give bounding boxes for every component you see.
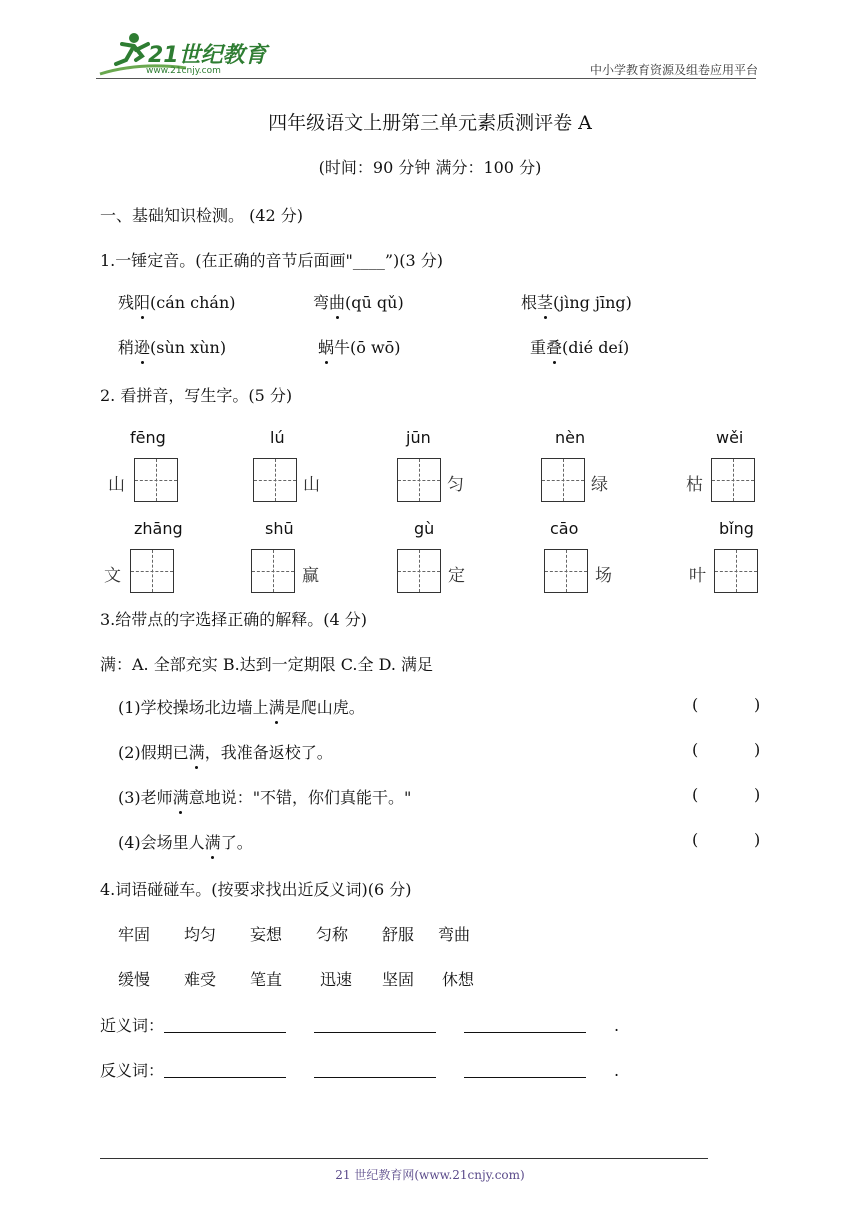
q1-item: 残阳(cán chán) (118, 290, 236, 313)
page-subtitle: (时间：90 分钟 满分：100 分) (318, 158, 542, 177)
header-platform-text: 中小学教育资源及组卷应用平台 (589, 63, 758, 77)
answer-blank[interactable] (464, 1061, 586, 1078)
pinyin-label: nèn (555, 428, 586, 447)
word-item: 迅速 (320, 970, 353, 989)
writing-grid[interactable] (541, 458, 585, 502)
answer-blank[interactable] (464, 1016, 586, 1033)
pinyin-label: shū (265, 519, 294, 538)
question-2-prompt: 2. 看拼音，写生字。(5 分) (100, 386, 293, 405)
synonym-label: 近义词： (100, 1016, 165, 1035)
q1-item: 稍逊(sùn xùn) (118, 335, 226, 358)
answer-blank[interactable] (164, 1016, 286, 1033)
writing-grid[interactable] (397, 549, 441, 593)
question-4-prompt: 4.词语碰碰车。(按要求找出近反义词)(6 分) (100, 880, 412, 899)
context-char: 枯 (686, 475, 703, 495)
q1-item: 蜗牛(ō wō) (318, 335, 401, 358)
site-logo (96, 30, 266, 80)
writing-grid[interactable] (711, 458, 755, 502)
q3-item: (3)老师满意地说："不错，你们真能干。" (118, 785, 411, 808)
writing-grid[interactable] (544, 549, 588, 593)
writing-grid[interactable] (397, 458, 441, 502)
pinyin-label: lú (270, 428, 285, 447)
pinyin-label: wěi (716, 428, 744, 447)
answer-paren-open: ( (692, 695, 699, 714)
pinyin-label: fēng (130, 428, 166, 447)
context-char: 山 (303, 475, 320, 495)
answer-paren-close: ) (754, 695, 761, 714)
pinyin-label: bǐng (719, 519, 754, 538)
q3-options: 满：A. 全部充实 B.达到一定期限 C.全 D. 满足 (100, 655, 434, 674)
answer-paren-open: ( (692, 740, 699, 759)
word-item: 均匀 (184, 925, 217, 944)
q3-item: (4)会场里人满了。 (118, 830, 253, 853)
context-char: 赢 (302, 566, 319, 586)
writing-grid[interactable] (253, 458, 297, 502)
answer-paren-open: ( (692, 830, 699, 849)
word-item: 坚固 (382, 970, 415, 989)
q3-item: (1)学校操场北边墙上满是爬山虎。 (118, 695, 365, 718)
context-char: 定 (448, 566, 465, 586)
question-3-prompt: 3.给带点的字选择正确的解释。(4 分) (100, 610, 368, 629)
q1-item: 弯曲(qū qǔ) (313, 290, 404, 313)
word-item: 缓慢 (118, 970, 151, 989)
answer-blank[interactable] (314, 1016, 436, 1033)
writing-grid[interactable] (130, 549, 174, 593)
context-char: 匀 (447, 475, 464, 495)
q3-item: (2)假期已满，我准备返校了。 (118, 740, 333, 763)
word-item: 匀称 (316, 925, 349, 944)
answer-paren-close: ) (754, 785, 761, 804)
answer-blank[interactable] (314, 1061, 436, 1078)
end-mark: . (614, 1016, 620, 1035)
header-divider (96, 78, 756, 79)
word-item: 妄想 (250, 925, 283, 944)
page-title: 四年级语文上册第三单元素质测评卷 A (268, 112, 592, 134)
q1-item: 根茎(jìng jīng) (521, 290, 632, 313)
section-heading: 一、基础知识检测。 (42 分) (100, 206, 304, 225)
question-1-prompt: 1.一锤定音。(在正确的音节后面画"____”)(3 分) (100, 251, 444, 270)
logo-text: 21世纪教育 (148, 43, 267, 68)
answer-blank[interactable] (164, 1061, 286, 1078)
context-char: 文 (104, 566, 121, 586)
word-item: 难受 (184, 970, 217, 989)
pinyin-label: jūn (406, 428, 431, 447)
word-item: 牢固 (118, 925, 151, 944)
context-char: 绿 (591, 475, 608, 495)
footer-text: 21 世纪教育网(www.21cnjy.com) (335, 1168, 525, 1182)
context-char: 场 (595, 566, 612, 586)
answer-paren-open: ( (692, 785, 699, 804)
pinyin-label: zhāng (134, 519, 183, 538)
end-mark: . (614, 1061, 620, 1080)
answer-paren-close: ) (754, 740, 761, 759)
writing-grid[interactable] (714, 549, 758, 593)
context-char: 叶 (689, 566, 706, 586)
word-item: 弯曲 (438, 925, 471, 944)
word-item: 舒服 (382, 925, 415, 944)
pinyin-label: gù (414, 519, 435, 538)
footer-divider (100, 1158, 708, 1159)
pinyin-label: cāo (550, 519, 579, 538)
q1-item: 重叠(dié deí) (530, 335, 629, 358)
logo-url: www.21cnjy.com (146, 66, 221, 76)
antonym-label: 反义词： (100, 1061, 165, 1080)
word-item: 笔直 (250, 970, 283, 989)
word-item: 休想 (442, 970, 475, 989)
context-char: 山 (108, 475, 125, 495)
answer-paren-close: ) (754, 830, 761, 849)
synonym-row (100, 1013, 619, 1036)
writing-grid[interactable] (134, 458, 178, 502)
antonym-row (100, 1058, 619, 1081)
writing-grid[interactable] (251, 549, 295, 593)
